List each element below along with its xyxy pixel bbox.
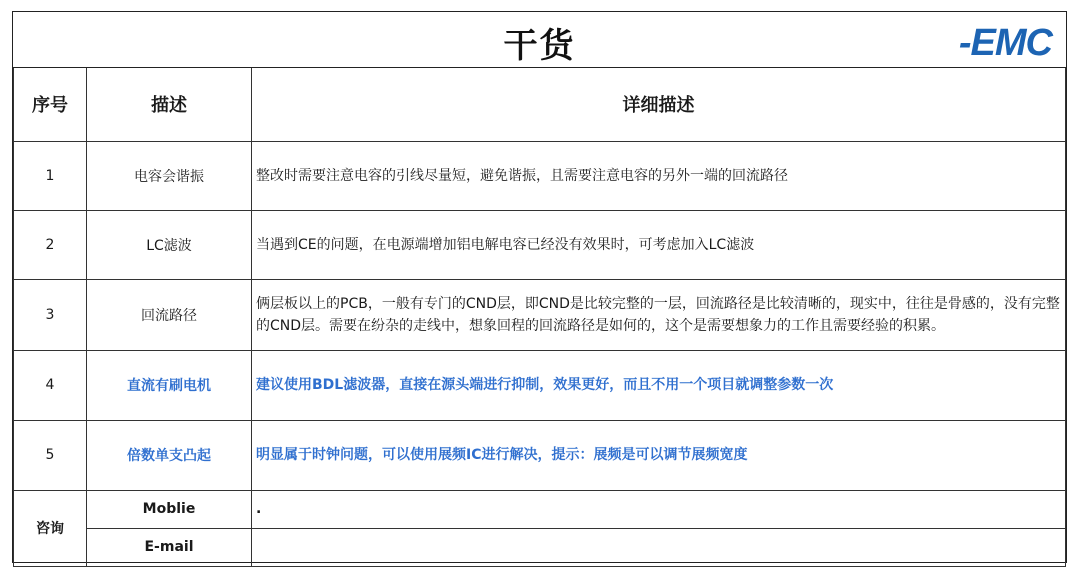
- row-index: 5: [14, 420, 87, 490]
- table-row: [14, 279, 1066, 350]
- row-description: 回流路径: [87, 279, 252, 350]
- row-description: LC滤波: [87, 210, 252, 279]
- header-row: [14, 68, 1066, 141]
- row-index: 4: [14, 350, 87, 420]
- row-index: 3: [14, 279, 87, 350]
- row-index: 1: [14, 141, 87, 210]
- table-row: [14, 350, 1066, 420]
- email-value: [252, 528, 1066, 566]
- emc-logo: -EMC: [958, 22, 1052, 64]
- header-detail: 详细描述: [252, 68, 1066, 141]
- page-title: 干货: [503, 26, 576, 66]
- contact-label: 咨询: [14, 490, 87, 566]
- row-description: 倍数单支凸起: [87, 420, 252, 490]
- row-description: 电容会谐振: [87, 141, 252, 210]
- mobile-value: .: [252, 490, 1066, 528]
- row-index: 2: [14, 210, 87, 279]
- table-row: [14, 210, 1066, 279]
- row-detail: 建议使用BDL滤波器，直接在源头端进行抑制，效果更好，而且不用一个项目就调整参数一次: [252, 350, 1066, 420]
- header-description: 描述: [87, 68, 252, 141]
- contact-row-mobile: [14, 490, 1066, 528]
- row-detail: 明显属于时钟问题，可以使用展频IC进行解决，提示：展频是可以调节展频宽度: [252, 420, 1066, 490]
- row-detail: 整改时需要注意电容的引线尽量短，避免谐振，且需要注意电容的另外一端的回流路径: [252, 141, 1066, 210]
- mobile-label: Moblie: [87, 490, 252, 528]
- title-row: [13, 12, 1066, 68]
- tips-table: [13, 68, 1066, 567]
- contact-row-email: [14, 528, 1066, 566]
- email-label: E-mail: [87, 528, 252, 566]
- header-index: 序号: [14, 68, 87, 141]
- table-row: [14, 420, 1066, 490]
- table-row: [14, 141, 1066, 210]
- row-description: 直流有刷电机: [87, 350, 252, 420]
- document-sheet: [12, 11, 1067, 563]
- row-detail: 俩层板以上的PCB，一般有专门的CND层，即CND是比较完整的一层，回流路径是比较清晰的，现实中，往往是骨感的，没有完整的CND层。需要在纷杂的走线中，想象回程的回流路径是如何的，这个是需要想象力的工作且需要经验的积累。: [252, 279, 1066, 350]
- row-detail: 当遇到CE的问题，在电源端增加铝电解电容已经没有效果时，可考虑加入LC滤波: [252, 210, 1066, 279]
